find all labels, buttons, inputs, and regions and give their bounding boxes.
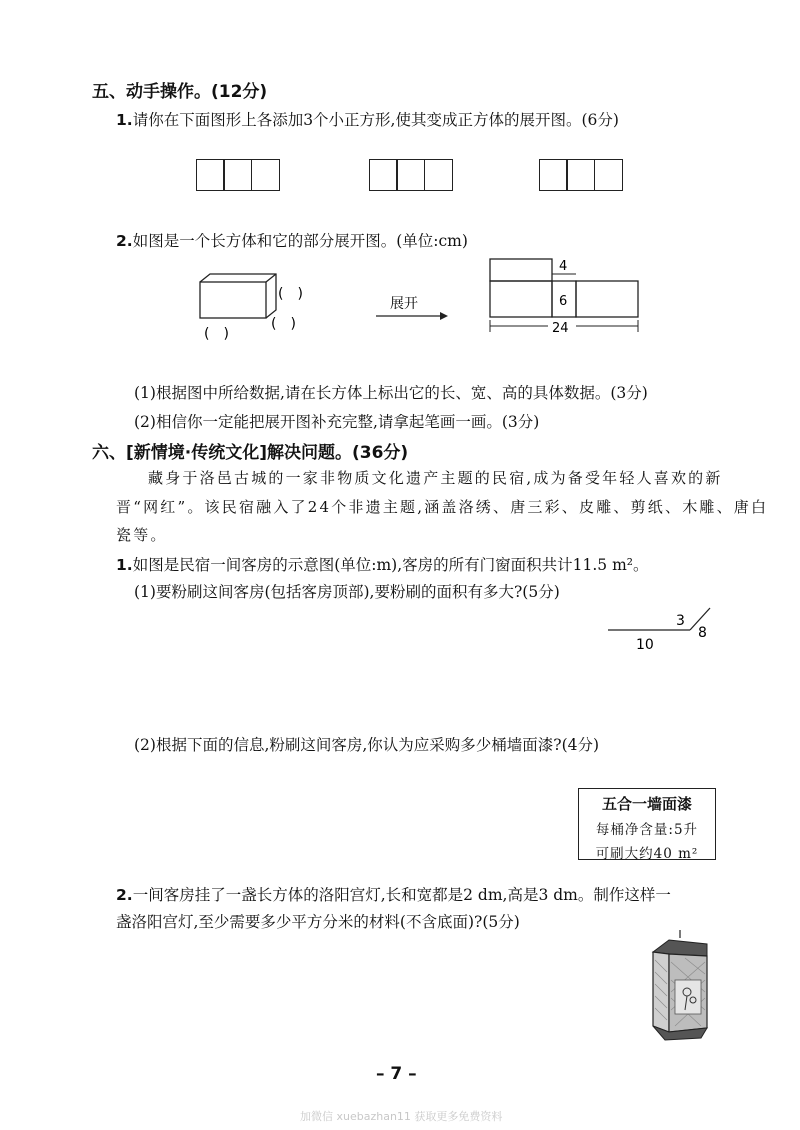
s5-q2-text: 如图是一个长方体和它的部分展开图。(单位:cm) [132, 232, 468, 250]
page-number: – 7 – [376, 1064, 417, 1084]
section6-title: 六、[新情境·传统文化]解决问题。(36分) [92, 443, 409, 463]
net-square [251, 159, 280, 191]
net-strip-1 [197, 159, 280, 191]
room-dim-3: 3 [676, 613, 685, 629]
net-square [196, 159, 225, 191]
s6-q1-text: 如图是民宿一间客房的示意图(单位:m),客房的所有门窗面积共计11.5 m²。 [132, 556, 649, 574]
s6-q2-line1: 一间客房挂了一盏长方体的洛阳宫灯,长和宽都是2 dm,高是3 dm。制作这样一 [132, 886, 671, 904]
net-square [539, 159, 568, 191]
arrow-head-icon [440, 312, 448, 320]
s6-intro-line1: 藏身于洛邑古城的一家非物质文化遗产主题的民宿,成为备受年轻人喜欢的新 [148, 469, 723, 487]
s6-q1-number: 1. [116, 556, 133, 574]
net-square [566, 159, 595, 191]
paint-info-box [578, 788, 716, 860]
s6-q2-line2: 盏洛阳宫灯,至少需要多少平方分米的材料(不含底面)?(5分) [116, 913, 520, 931]
s5-q2-number: 2. [116, 232, 133, 250]
net-square [369, 159, 398, 191]
palace-lantern-illustration [645, 930, 715, 1050]
s6-intro-line3: 瓷等。 [116, 526, 168, 544]
s5-q1-text: 请你在下面图形上各添加3个小正方形,使其变成正方体的展开图。(6分) [132, 111, 619, 129]
cuboid-drawing [200, 274, 276, 318]
s5-q2 [116, 229, 468, 251]
net-strip-3 [540, 159, 623, 191]
s5-q1 [116, 108, 619, 130]
s6-intro-line2: 晋“网红”。该民宿融入了24个非遗主题,涵盖洛绣、唐三彩、皮雕、剪纸、木雕、唐白 [116, 498, 769, 516]
net-strip-2 [370, 159, 453, 191]
room-dim-8: 8 [698, 625, 707, 641]
s6-q2 [116, 883, 671, 905]
dim-4: 4 [559, 259, 568, 274]
net-square [424, 159, 453, 191]
cuboid-blank-height: ( ) [278, 286, 303, 302]
s5-q2-sub1: (1)根据图中所给数据,请在长方体上标出它的长、宽、高的具体数据。(3分) [134, 384, 648, 402]
dim-6: 6 [559, 294, 568, 309]
s6-q1-sub2: (2)根据下面的信息,粉刷这间客房,你认为应采购多少桶墙面漆?(4分) [134, 736, 600, 754]
room-diagram [600, 605, 720, 655]
dim-24: 24 [552, 321, 569, 336]
cuboid-net-figure [190, 250, 660, 350]
net-square [396, 159, 425, 191]
section5-title: 五、动手操作。(12分) [92, 82, 268, 102]
paint-line2: 可刷大约40 m² [595, 846, 699, 862]
net-square [223, 159, 252, 191]
room-dim-10: 10 [636, 637, 654, 653]
s6-q1 [116, 553, 648, 575]
paint-line1: 每桶净含量:5升 [595, 822, 699, 838]
watermark: 加微信 xuebazhan11 获取更多免费资料 [300, 1110, 503, 1123]
s6-q1-sub1: (1)要粉刷这间客房(包括客房顶部),要粉刷的面积有多大?(5分) [134, 583, 560, 601]
paint-title: 五合一墙面漆 [601, 795, 692, 813]
net-square [594, 159, 623, 191]
cuboid-blank-length: ( ) [204, 326, 229, 342]
s5-q2-sub2: (2)相信你一定能把展开图补充完整,请拿起笔画一画。(3分) [134, 413, 540, 431]
cuboid-blank-width: ( ) [271, 316, 296, 332]
s5-q1-number: 1. [116, 111, 133, 129]
unfold-label: 展开 [390, 296, 418, 312]
s6-q2-number: 2. [116, 886, 133, 904]
